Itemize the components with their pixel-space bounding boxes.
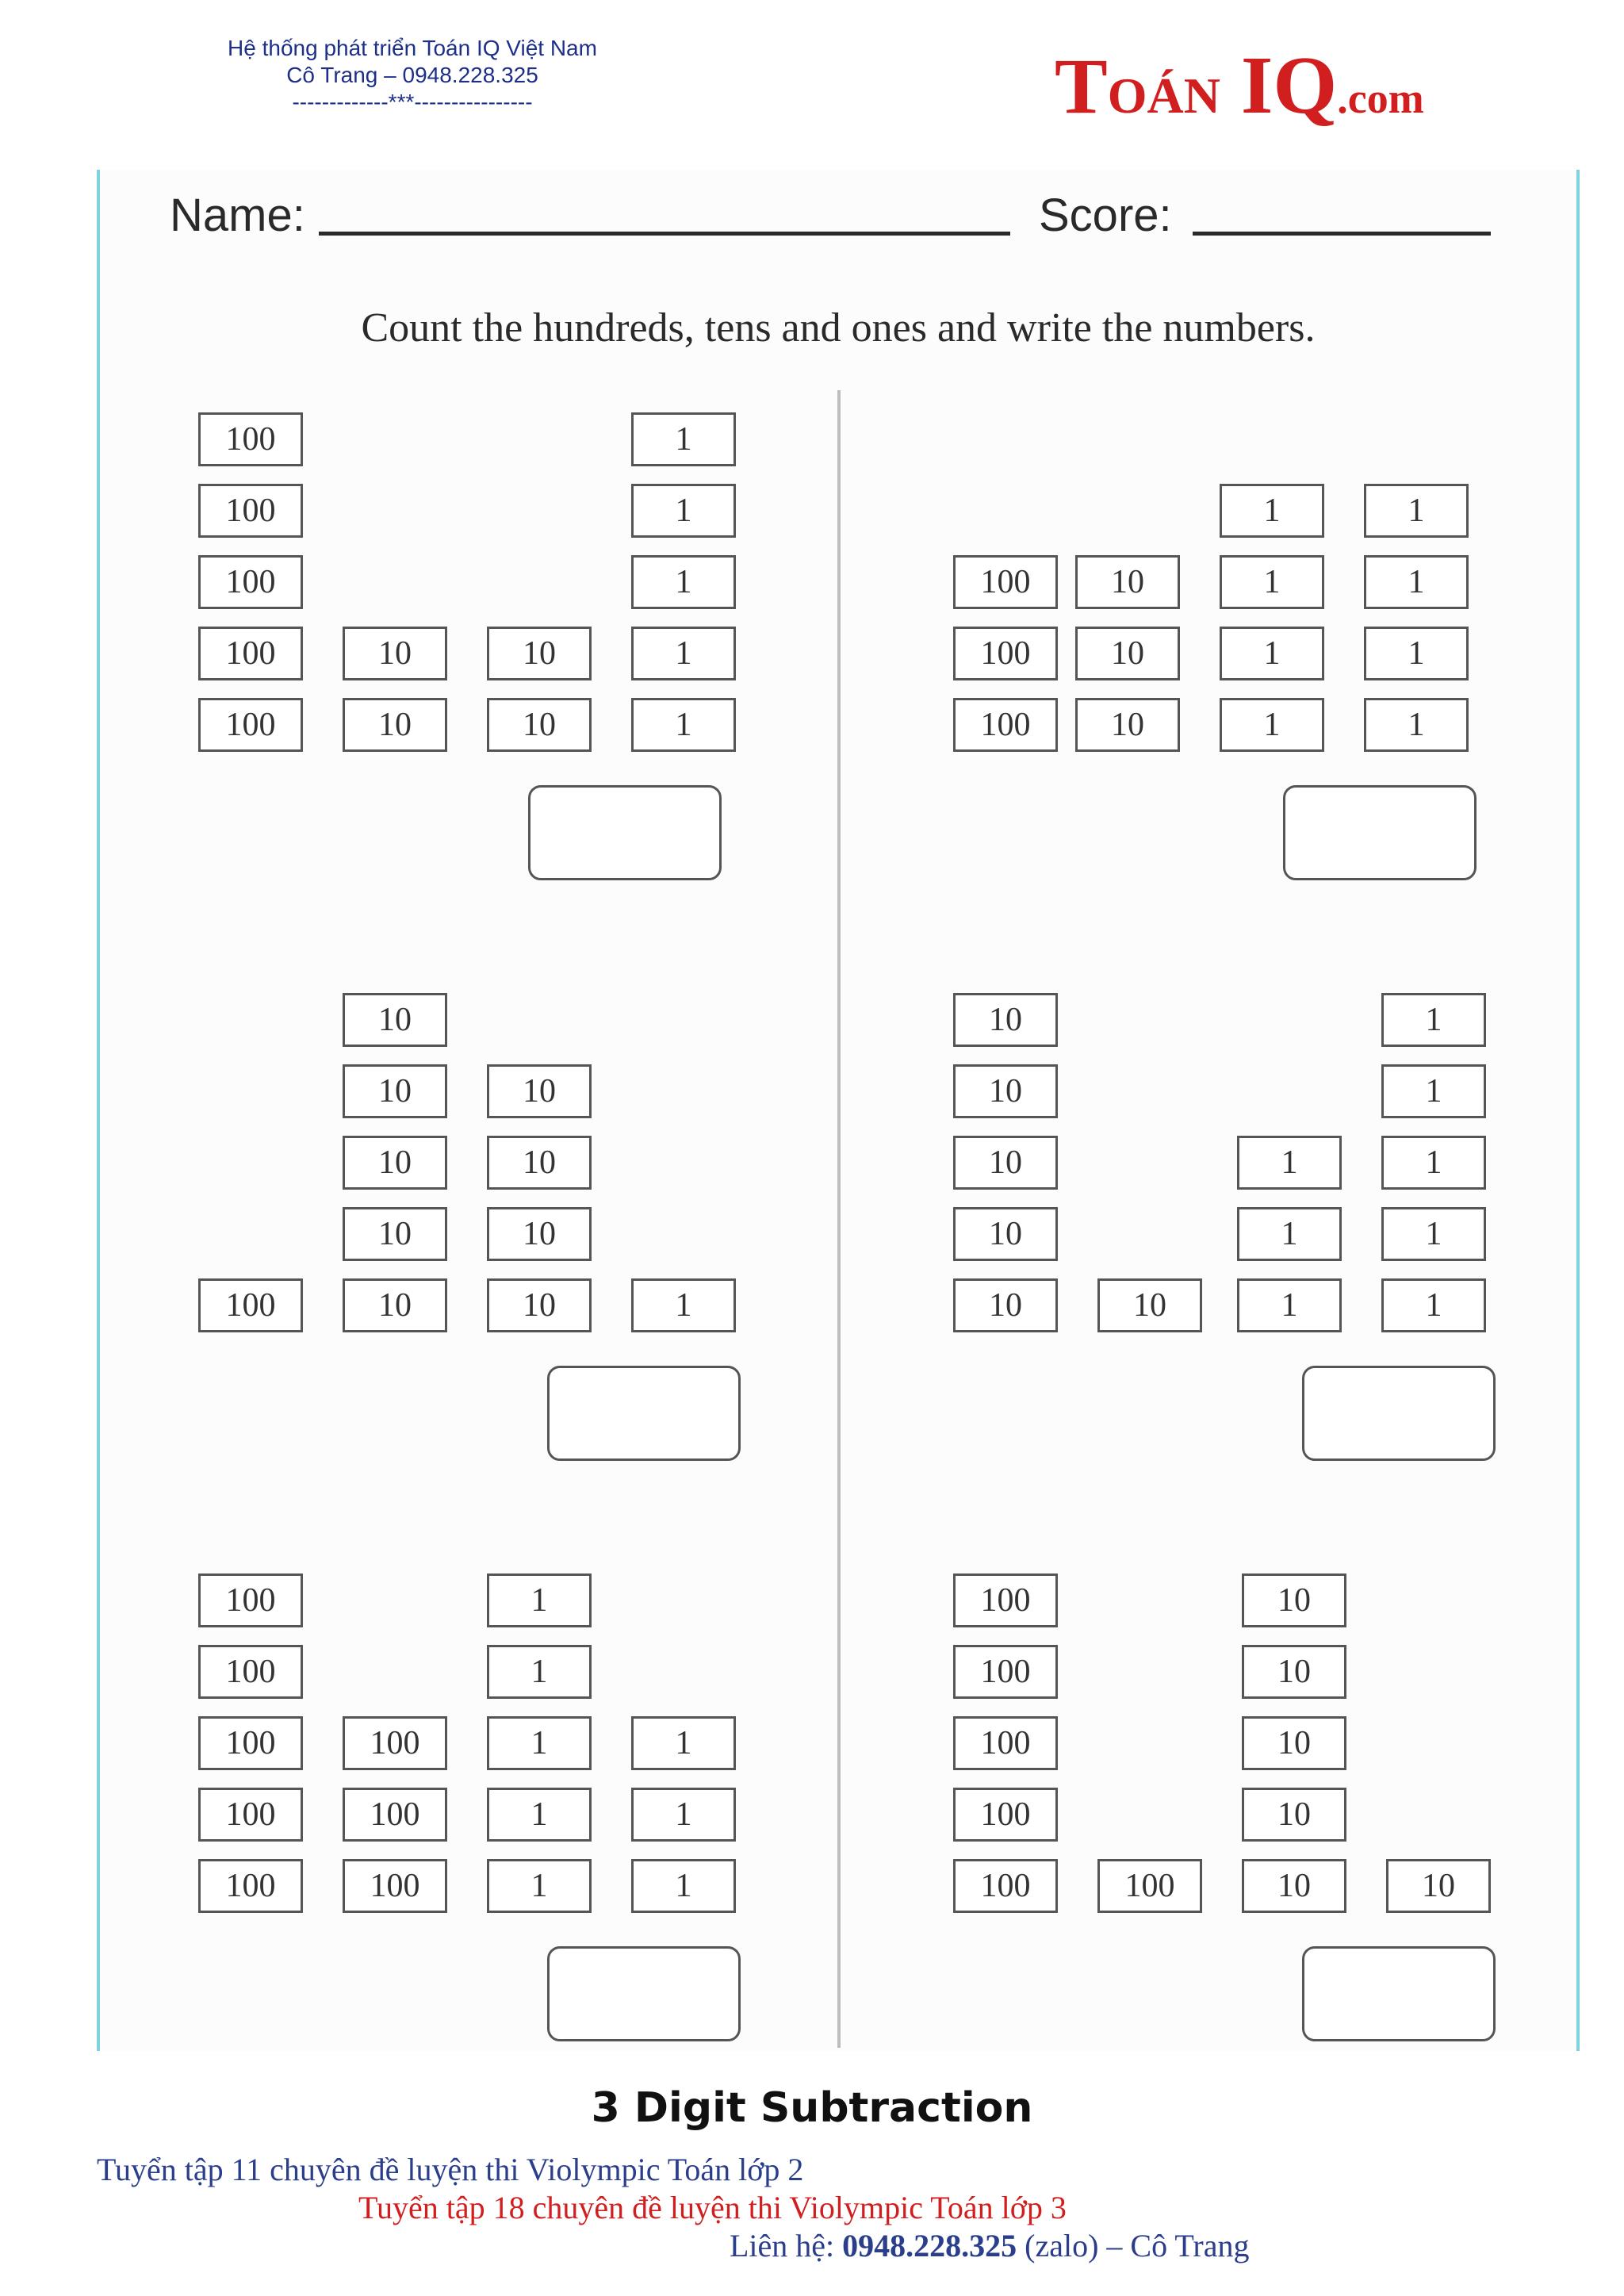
block-ten: 10 [1075,555,1180,609]
block-hundred: 100 [953,555,1058,609]
block-ten: 10 [487,1064,592,1118]
block-ten: 10 [953,1064,1058,1118]
toaniq-logo: TOÁN IQ.com [1055,40,1424,131]
block-ten: 10 [953,1278,1058,1332]
block-one: 1 [631,1278,736,1332]
block-one: 1 [487,1716,592,1770]
footer-link-grade2[interactable]: Tuyển tập 11 chuyên đề luyện thi Violympic Toán lớp 2 [97,2152,804,2187]
answer-box-6[interactable] [1302,1946,1496,2041]
block-ten: 10 [343,1136,447,1190]
block-ten: 10 [1075,698,1180,752]
block-one: 1 [487,1859,592,1913]
block-ten: 10 [1242,1788,1346,1842]
block-hundred: 100 [953,1859,1058,1913]
block-ten: 10 [1075,627,1180,680]
column-divider [837,390,841,2048]
block-ten: 10 [1242,1859,1346,1913]
block-hundred: 100 [343,1859,447,1913]
block-hundred: 100 [198,412,303,466]
block-one: 1 [1220,627,1324,680]
block-ten: 10 [487,1207,592,1261]
block-hundred: 100 [198,1573,303,1627]
header-info [143,35,682,116]
block-one: 1 [1364,698,1469,752]
block-one: 1 [1220,484,1324,538]
block-one: 1 [1381,1064,1486,1118]
answer-box-1[interactable] [528,785,722,880]
block-hundred: 100 [198,1716,303,1770]
block-hundred: 100 [198,1788,303,1842]
block-one: 1 [487,1788,592,1842]
block-ten: 10 [343,627,447,680]
block-hundred: 100 [343,1788,447,1842]
header-divider: -------------***---------------- [292,90,533,114]
block-hundred: 100 [953,1573,1058,1627]
block-one: 1 [1381,1136,1486,1190]
answer-box-2[interactable] [1283,785,1477,880]
block-ten: 10 [343,1207,447,1261]
answer-box-4[interactable] [1302,1366,1496,1461]
worksheet [97,170,1580,2051]
block-hundred: 100 [198,1645,303,1699]
block-ten: 10 [343,1278,447,1332]
block-one: 1 [631,484,736,538]
contact-phone: 0948.228.325 [842,2228,1017,2263]
block-hundred: 100 [198,484,303,538]
block-ten: 10 [1242,1716,1346,1770]
page-title: 3 Digit Subtraction [591,2084,1033,2132]
block-hundred: 100 [953,1788,1058,1842]
block-one: 1 [1220,698,1324,752]
block-hundred: 100 [198,555,303,609]
block-one: 1 [1237,1207,1342,1261]
instruction: Count the hundreds, tens and ones and write the numbers. [361,305,1316,351]
block-hundred: 100 [953,627,1058,680]
block-ten: 10 [1242,1573,1346,1627]
block-one: 1 [631,1859,736,1913]
block-ten: 10 [953,993,1058,1047]
block-ten: 10 [343,993,447,1047]
block-ten: 10 [343,1064,447,1118]
block-ten: 10 [487,698,592,752]
name-line[interactable] [319,232,1010,236]
block-hundred: 100 [198,627,303,680]
block-ten: 10 [487,1278,592,1332]
name-label: Name: [170,190,305,241]
footer-link-grade3[interactable]: Tuyển tập 18 chuyên đề luyện thi Violympic Toán lớp 3 [358,2190,1067,2225]
block-ten: 10 [487,1136,592,1190]
block-one: 1 [1381,1278,1486,1332]
block-one: 1 [1220,555,1324,609]
block-ten: 10 [953,1136,1058,1190]
block-hundred: 100 [343,1716,447,1770]
block-ten: 10 [1097,1278,1202,1332]
block-hundred: 100 [953,1645,1058,1699]
system-name: Hệ thống phát triển Toán IQ Việt Nam [228,36,597,60]
answer-box-3[interactable] [547,1366,741,1461]
block-one: 1 [1237,1278,1342,1332]
block-one: 1 [1237,1136,1342,1190]
score-label: Score: [1039,190,1172,241]
block-ten: 10 [343,698,447,752]
block-hundred: 100 [198,1278,303,1332]
block-one: 1 [487,1645,592,1699]
block-hundred: 100 [953,698,1058,752]
block-one: 1 [487,1573,592,1627]
block-ten: 10 [487,627,592,680]
block-one: 1 [631,555,736,609]
score-line[interactable] [1193,232,1491,236]
teacher-contact: Cô Trang – 0948.228.325 [286,63,538,87]
block-hundred: 100 [198,698,303,752]
block-one: 1 [631,698,736,752]
block-one: 1 [1381,993,1486,1047]
block-ten: 10 [1386,1859,1491,1913]
answer-box-5[interactable] [547,1946,741,2041]
block-ten: 10 [953,1207,1058,1261]
block-hundred: 100 [198,1859,303,1913]
block-one: 1 [1364,555,1469,609]
block-one: 1 [1364,484,1469,538]
block-ten: 10 [1242,1645,1346,1699]
block-one: 1 [1381,1207,1486,1261]
footer-contact: Liên hệ: 0948.228.325 (zalo) – Cô Trang [730,2228,1250,2263]
block-hundred: 100 [953,1716,1058,1770]
block-hundred: 100 [1097,1859,1202,1913]
block-one: 1 [631,412,736,466]
block-one: 1 [631,627,736,680]
block-one: 1 [1364,627,1469,680]
block-one: 1 [631,1716,736,1770]
block-one: 1 [631,1788,736,1842]
